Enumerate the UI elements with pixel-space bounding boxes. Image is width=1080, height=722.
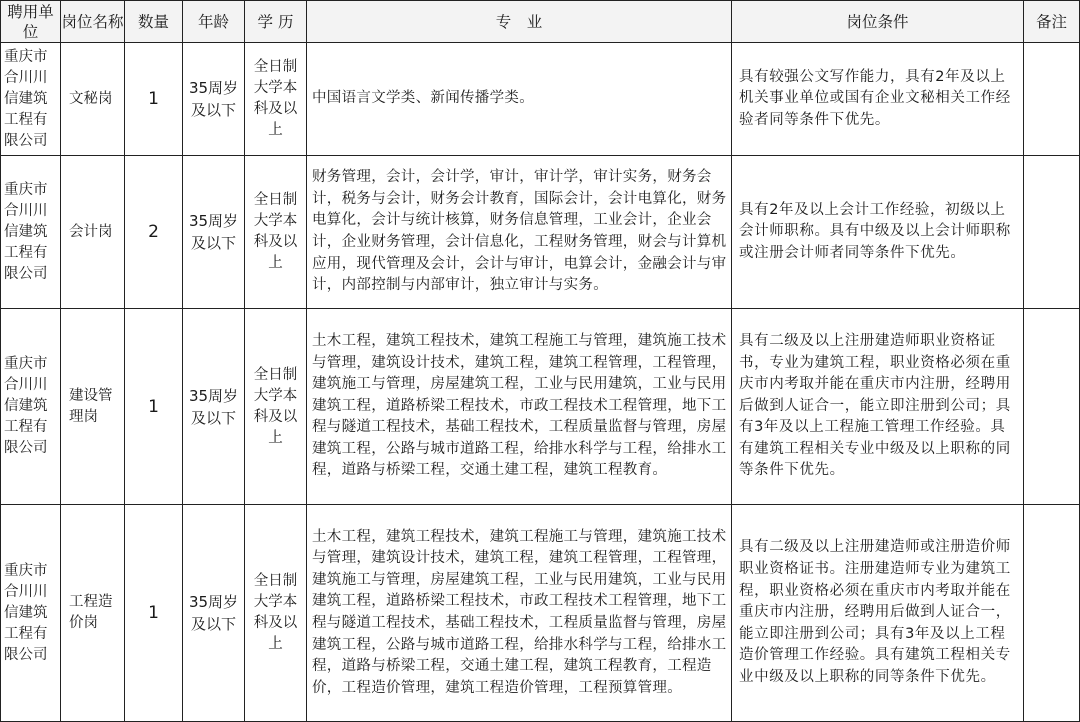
cell-count: 2 (125, 156, 183, 309)
cell-education: 全日制大学本科及以上 (245, 505, 307, 722)
cell-age: 35周岁及以下 (183, 505, 245, 722)
cell-remarks (1024, 309, 1080, 505)
cell-remarks (1024, 156, 1080, 309)
cell-unit: 重庆市合川川信建筑工程有限公司 (1, 43, 61, 156)
cell-position: 建设管理岗 (61, 309, 125, 505)
cell-count: 1 (125, 309, 183, 505)
cell-conditions: 具有二级及以上注册建造师职业资格证书，专业为建筑工程，职业资格必须在重庆市内考取并能在重庆市内注册，经聘用后做到人证合一，能立即注册到公司；具有3年及以上工程施工管理工作经验。具有建筑工程相关专业中级及以上职称的同等条件下优先。 (732, 309, 1024, 505)
header-unit: 聘用单位 (1, 1, 61, 43)
cell-major: 土木工程，建筑工程技术，建筑工程施工与管理，建筑施工技术与管理，建筑设计技术，建筑工程，建筑工程管理，工程管理，建筑施工与管理，房屋建筑工程，工业与民用建筑，工业与民用建筑工程，道路桥梁工程技术，市政工程技术工程管理，地下工程与隧道工程技术，基础工程技术，工程质量监督与管理，房屋建筑工程，公路与城市道路工程，给排水科学与工程，给排水工程，道路与桥梁工程，交通土建工程，建筑工程教育。 (307, 309, 732, 505)
cell-major: 财务管理，会计，会计学，审计，审计学，审计实务，财务会计，税务与会计，财务会计教育，国际会计，会计电算化，财务电算化，会计与统计核算，财务信息管理，工业会计，企业会计，企业财务管理，会计信息化，工程财务管理，财会与计算机应用，现代管理及会计，会计与审计，电算会计，金融会计与审计，内部控制与内部审计，独立审计与实务。 (307, 156, 732, 309)
table-row (1, 156, 1080, 309)
header-conditions: 岗位条件 (732, 1, 1024, 43)
cell-count: 1 (125, 43, 183, 156)
cell-conditions: 具有较强公文写作能力，具有2年及以上机关事业单位或国有企业文秘相关工作经验者同等条件下优先。 (732, 43, 1024, 156)
cell-unit: 重庆市合川川信建筑工程有限公司 (1, 156, 61, 309)
cell-age: 35周岁及以下 (183, 309, 245, 505)
header-age: 年龄 (183, 1, 245, 43)
table-row (1, 309, 1080, 505)
cell-remarks (1024, 43, 1080, 156)
header-count: 数量 (125, 1, 183, 43)
cell-position: 会计岗 (61, 156, 125, 309)
table-row (1, 505, 1080, 722)
cell-education: 全日制大学本科及以上 (245, 43, 307, 156)
cell-education: 全日制大学本科及以上 (245, 156, 307, 309)
cell-age: 35周岁及以下 (183, 156, 245, 309)
cell-position: 工程造价岗 (61, 505, 125, 722)
header-remarks: 备注 (1024, 1, 1080, 43)
cell-unit: 重庆市合川川信建筑工程有限公司 (1, 309, 61, 505)
cell-remarks (1024, 505, 1080, 722)
cell-unit: 重庆市合川川信建筑工程有限公司 (1, 505, 61, 722)
cell-education: 全日制大学本科及以上 (245, 309, 307, 505)
cell-conditions: 具有二级及以上注册建造师或注册造价师职业资格证书。注册建造师专业为建筑工程，职业资格必须在重庆市内考取并能在重庆市内注册，经聘用后做到人证合一，能立即注册到公司；具有3年及以上工程造价管理工作经验。具有建筑工程相关专业中级及以上职称的同等条件下优先。 (732, 505, 1024, 722)
header-row (1, 1, 1080, 43)
header-education: 学 历 (245, 1, 307, 43)
cell-conditions: 具有2年及以上会计工作经验，初级以上会计师职称。具有中级及以上会计师职称或注册会计师者同等条件下优先。 (732, 156, 1024, 309)
cell-position: 文秘岗 (61, 43, 125, 156)
header-major: 专 业 (307, 1, 732, 43)
table-row (1, 43, 1080, 156)
header-position: 岗位名称 (61, 1, 125, 43)
cell-count: 1 (125, 505, 183, 722)
cell-age: 35周岁及以下 (183, 43, 245, 156)
cell-major: 土木工程，建筑工程技术，建筑工程施工与管理，建筑施工技术与管理，建筑设计技术，建筑工程，建筑工程管理，工程管理，建筑施工与管理，房屋建筑工程，工业与民用建筑，工业与民用建筑工程，道路桥梁工程技术，市政工程技术工程管理，地下工程与隧道工程技术，基础工程技术，工程质量监督与管理，房屋建筑工程，公路与城市道路工程，给排水科学与工程，给排水工程，道路与桥梁工程，交通土建工程，建筑工程教育，工程造价，工程造价管理，建筑工程造价管理，工程预算管理。 (307, 505, 732, 722)
cell-major: 中国语言文学类、新闻传播学类。 (307, 43, 732, 156)
